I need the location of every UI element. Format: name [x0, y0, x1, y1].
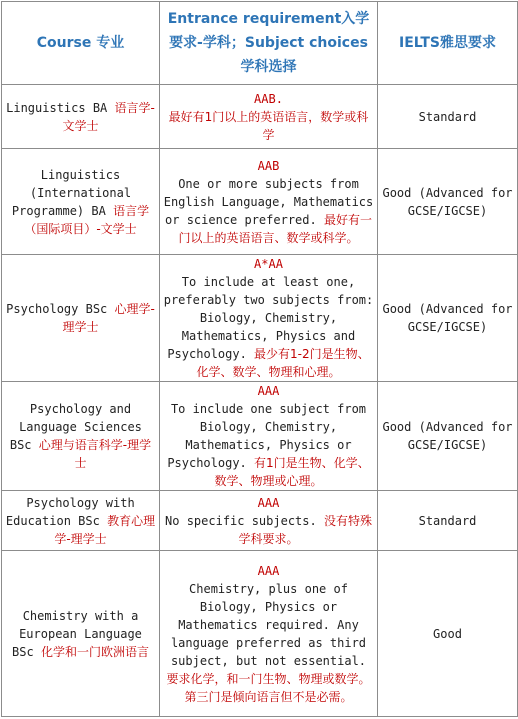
course-name-zh: 心理学-理学士	[62, 302, 155, 334]
ielts-cell: Standard	[378, 85, 518, 149]
course-name-en: Psychology and Language Sciences BSc	[9, 402, 142, 452]
ielts-cell: Good (Advanced for GCSE/IGCSE)	[378, 382, 518, 491]
course-cell	[2, 382, 160, 491]
requirement-cell	[160, 382, 378, 491]
grade-requirement: AAA	[257, 384, 280, 398]
grade-requirement: A*AA	[254, 257, 283, 271]
grade-requirement: AAB.	[254, 91, 283, 106]
requirement-cell	[160, 551, 378, 717]
course-name-zh: 语言学-文学士	[62, 100, 155, 133]
requirement-cell	[160, 255, 378, 382]
ielts-cell: Good (Advanced for GCSE/IGCSE)	[378, 255, 518, 382]
requirement-en: To include at least one, preferably two subjects from: Biology, Chemistry, Mathematics, Physics and Psychology.	[163, 275, 374, 361]
table-row	[2, 491, 518, 551]
requirement-zh: 没有特殊学科要求。	[238, 513, 372, 546]
course-name-zh: 化学和一门欧洲语言	[40, 644, 149, 659]
course-name-en: Chemistry with a European Language BSc	[12, 608, 142, 659]
table-row	[2, 255, 518, 382]
course-name-zh: 教育心理学-理学士	[54, 513, 156, 546]
grade-requirement: AAB	[257, 158, 280, 173]
requirement-en: No specific subjects.	[165, 513, 317, 528]
course-name-zh: 语言学（国际项目）-文学士	[24, 203, 150, 236]
ielts-cell: Good (Advanced for GCSE/IGCSE)	[378, 149, 518, 255]
table-header-row	[2, 2, 518, 85]
course-cell	[2, 149, 160, 255]
requirement-zh: 最好有1门以上的英语语言，数学或科学	[168, 109, 369, 142]
course-name-en: Linguistics (International Programme) BA	[11, 167, 132, 218]
requirements-table	[1, 1, 518, 717]
header-course: Course 专业	[2, 2, 160, 85]
table-row	[2, 551, 518, 717]
requirement-zh: 最少有1-2门是生物、化学、数学、物理和心理。	[196, 347, 370, 379]
requirement-zh: 最好有一门以上的英语语言、数学或科学。	[178, 212, 372, 245]
requirement-en: Chemistry, plus one of Biology, Physics or Mathematics required. Any language preferred as third subject, but not essential.	[170, 581, 367, 668]
table-row	[2, 85, 518, 149]
course-name-zh: 心理与语言科学-理学士	[38, 438, 152, 470]
table-row	[2, 382, 518, 491]
requirement-cell	[160, 149, 378, 255]
requirement-cell	[160, 85, 378, 149]
requirement-en: One or more subjects from English Language, Mathematics or science preferred.	[163, 176, 374, 227]
header-entrance-requirement: Entrance requirement入学要求-学科；Subject choices学科选择	[160, 2, 378, 85]
table-row	[2, 149, 518, 255]
course-cell	[2, 85, 160, 149]
course-name-en: Psychology BSc	[6, 302, 108, 316]
requirement-zh: 要求化学，和一门生物、物理或数学。第三门是倾向语言但不是必需。	[166, 671, 371, 704]
header-ielts: IELTS雅思要求	[378, 2, 518, 85]
course-name-en: Psychology with Education BSc	[5, 495, 135, 528]
course-cell	[2, 491, 160, 551]
requirement-zh: 有1门是生物、化学、数学、物理或心理。	[214, 456, 370, 488]
course-name-en: Linguistics BA	[6, 100, 108, 115]
course-cell	[2, 255, 160, 382]
ielts-cell: Standard	[378, 491, 518, 551]
ielts-cell: Good	[378, 551, 518, 717]
grade-requirement: AAA	[257, 563, 280, 578]
requirement-cell	[160, 491, 378, 551]
grade-requirement: AAA	[257, 495, 280, 510]
requirement-en: To include one subject from Biology, Chemistry, Mathematics, Physics or Psychology.	[167, 402, 367, 470]
course-cell	[2, 551, 160, 717]
